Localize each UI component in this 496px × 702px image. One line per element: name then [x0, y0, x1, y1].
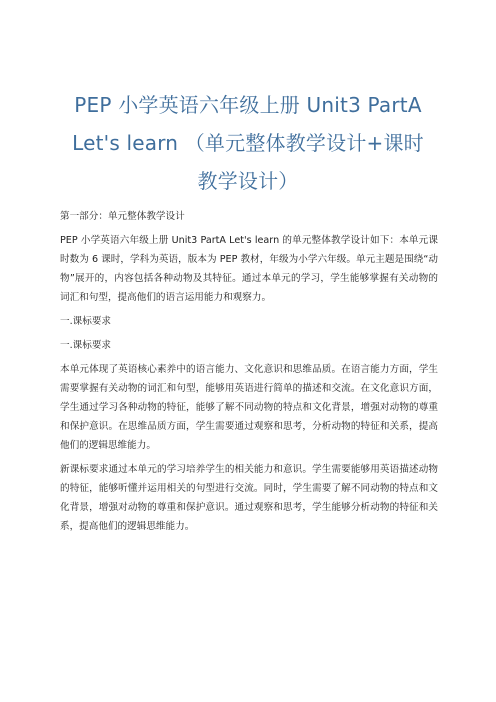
title-line-1: PEP 小学英语六年级上册 Unit3 PartA: [74, 93, 422, 117]
new-standards-paragraph: 新课标要求通过本单元的学习培养学生的相关能力和意识。学生需要能够用英语描述动物的特征，能够听懂并运用相关的句型进行交流。同时，学生需要了解不同动物的特点和文化背景，增强对动物的尊重和保护意识。通过观察和思考，学生能够分析动物的特征和关系，提高他们的逻辑思维能力。: [60, 464, 438, 532]
intro-paragraph: PEP 小学英语六年级上册 Unit3 PartA Let's learn 的单元整体教学设计如下：本单元课时数为 6 课时，学科为英语，版本为 PEP 教材，年级为小学六年级。单元主题是围绕“动物”展开的，内容包括各种动物及其特征。通过本单元的学习，学生能够掌握有关动物的词汇和句型，提高他们的语言运用能力和观察力。: [60, 235, 438, 303]
document-title: [60, 86, 436, 200]
section-heading: 第一部分：单元整体教学设计: [60, 211, 185, 222]
document-body: [60, 207, 438, 541]
title-line-3: 教学设计）: [197, 169, 299, 193]
core-literacy-paragraph: 本单元体现了英语核心素养中的语言能力、文化意识和思维品质。在语言能力方面，学生需要掌握有关动物的词汇和句型，能够用英语进行简单的描述和交流。在文化意识方面，学生通过学习各种动物的特征，能够了解不同动物的特点和文化背景，增强对动物的尊重和保护意识。在思维品质方面，学生需要通过观察和思考，分析动物的特征和关系，提高他们的逻辑思维能力。: [60, 364, 438, 451]
title-line-2: Let's learn （单元整体教学设计+课时: [72, 131, 424, 155]
subheading-standards-1: 一.课标要求: [60, 316, 112, 327]
subheading-standards-2: 一.课标要求: [60, 340, 112, 351]
